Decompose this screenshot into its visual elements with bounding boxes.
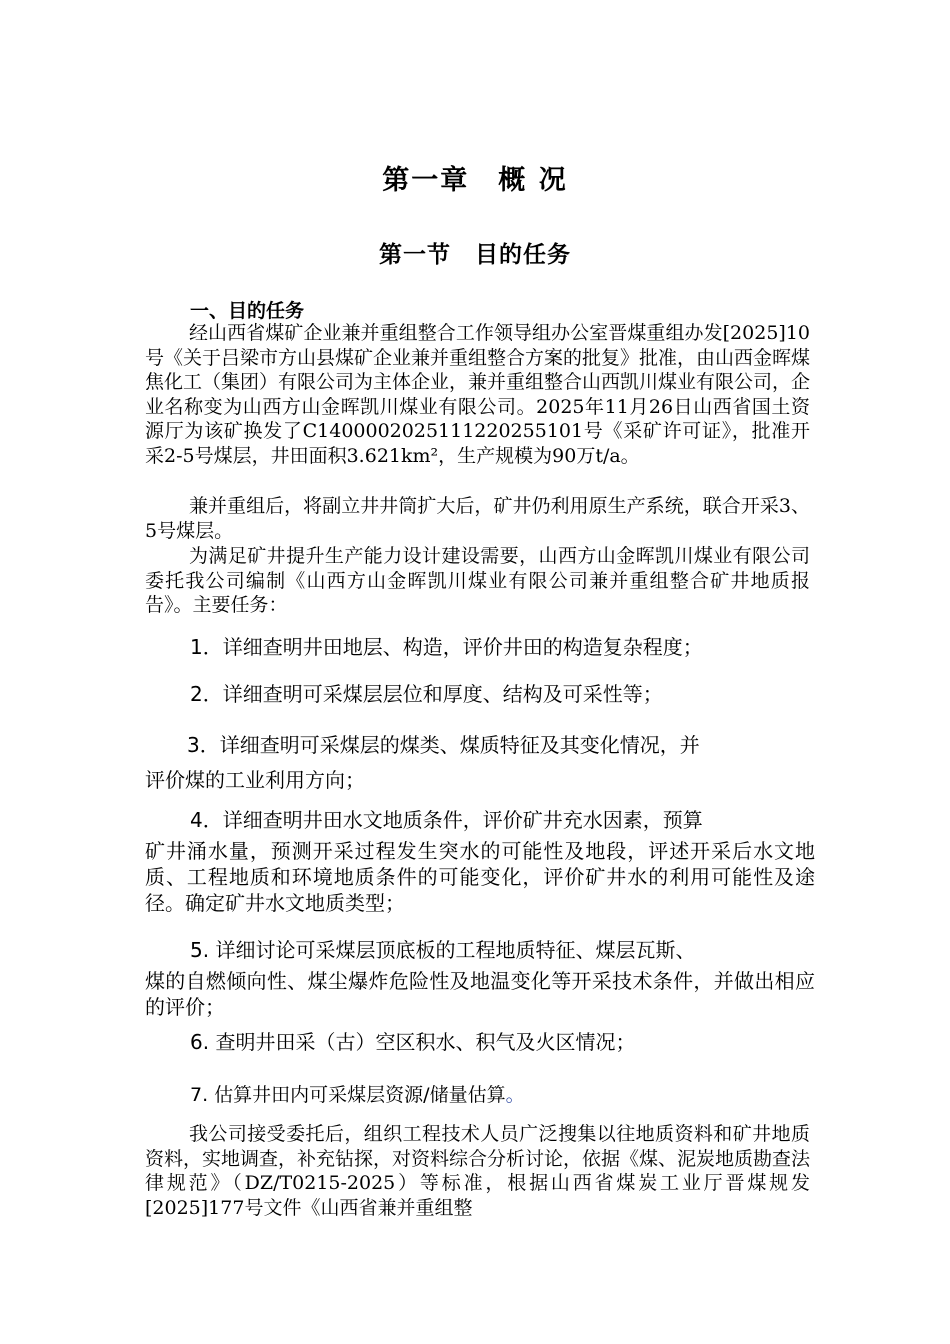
task-item-5-continuation: 煤的自燃倾向性、煤尘爆炸危险性及地温变化等开采技术条件，并做出相应的评价； — [145, 969, 815, 1019]
paragraph-approval: 经山西省煤矿企业兼并重组整合工作领导组办公室晋煤重组办发[2025]10号《关于吕梁市方山县煤矿企业兼并重组整合方案的批复》批准，由山西金晖煤焦化工（集团）有限公司为主体企业，兼并重组整合山西凯川煤业有限公司，企业名称变为山西方山金晖凯川煤业有限公司。2025年11月26日山西省国土资源厅为该矿换发了C1400002025111220255101号《采矿许可证》，批准开采2-5号煤层，井田面积3.621km²，生产规模为90万t/a。 — [145, 322, 811, 467]
task-item-6: 6. 查明井田采（古）空区积水、积气及火区情况； — [190, 1030, 636, 1054]
task-item-7 — [145, 1078, 815, 1113]
task-item-5-first-line: 5. 详细讨论可采煤层顶底板的工程地质特征、煤层瓦斯、 — [190, 938, 696, 962]
task-item-3-first-line: 3．详细查明可采煤层的煤类、煤质特征及其变化情况，并 — [187, 733, 700, 757]
task-item-7-text: 7. 估算井田内可采煤层资源/储量估算 — [190, 1084, 506, 1106]
task-item-4-first-line: 4．详细查明井田水文地质条件，评价矿井充水因素，预算 — [190, 808, 703, 832]
subheading: 一、目的任务 — [190, 300, 305, 322]
paragraph-merger: 兼并重组后，将副立井井筒扩大后，矿井仍利用原生产系统，联合开采3、5号煤层。 — [145, 495, 810, 542]
task-item-5 — [145, 933, 815, 1020]
task-item-4-continuation: 矿井涌水量，预测开采过程发生突水的可能性及地段，评述开采后水文地质、工程地质和环境地质条件的可能变化，评价矿井水的利用可能性及途径。确定矿井水文地质类型； — [145, 839, 815, 915]
task-item-7-period: 。 — [505, 1084, 525, 1106]
paragraph-methodology: 我公司接受委托后，组织工程技术人员广泛搜集以往地质资料和矿井地质资料，实地调查，补充钻探，对资料综合分析讨论，依据《煤、泥炭地质勘查法律规范》（DZ/T0215-2025）等标准，根据山西省煤炭工业厅晋煤规发[2025]177号文件《山西省兼并重组整 — [145, 1123, 811, 1219]
task-item-3 — [145, 728, 815, 798]
task-item-3-continuation: 评价煤的工业利用方向； — [145, 768, 365, 792]
chapter-title: 第一章 概 况 — [382, 165, 568, 196]
paragraph-commission: 为满足矿井提升生产能力设计建设需要，山西方山金晖凯川煤业有限公司委托我公司编制《山西方山金晖凯川煤业有限公司兼并重组整合矿井地质报告》。主要任务： — [145, 545, 810, 617]
task-item-2: 2．详细查明可采煤层层位和厚度、结构及可采性等； — [190, 682, 663, 706]
task-item-4 — [145, 803, 815, 916]
section-title: 第一节 目的任务 — [379, 242, 571, 268]
task-item-1: 1．详细查明井田地层、构造，评价井田的构造复杂程度； — [190, 635, 703, 659]
